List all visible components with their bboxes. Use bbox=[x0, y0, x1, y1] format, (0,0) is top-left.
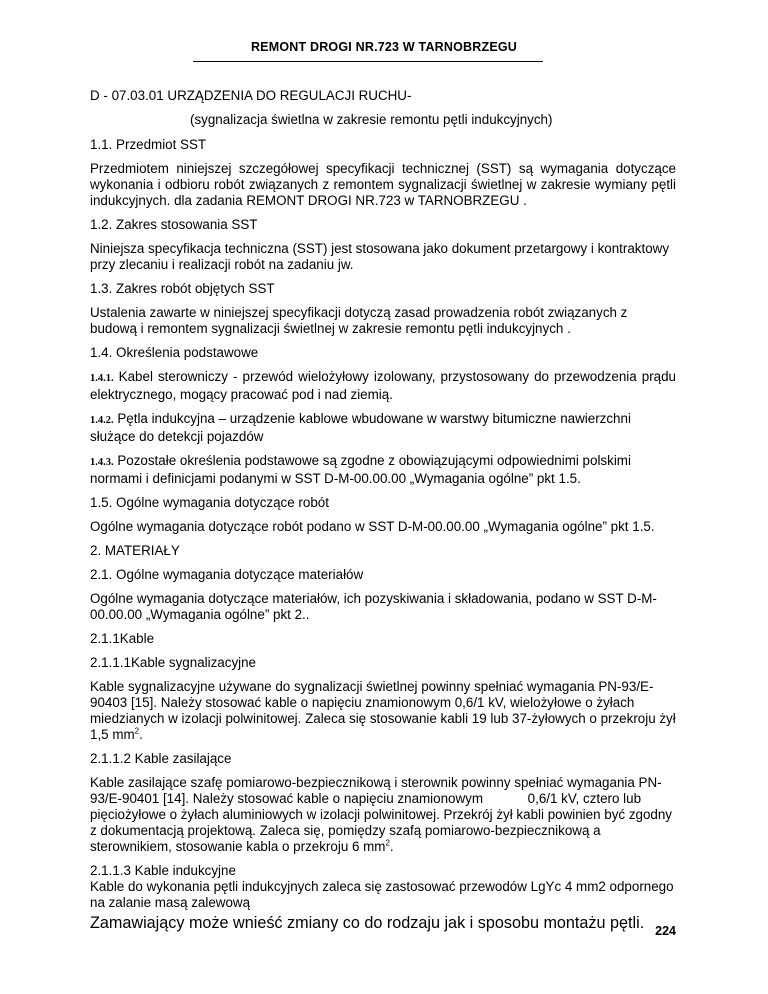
section-heading-1-4: 1.4. Określenia podstawowe bbox=[90, 345, 259, 360]
definition-1-4-2 bbox=[90, 411, 676, 445]
section-heading-2-1-1-2: 2.1.1.2 Kable zasilające bbox=[90, 751, 232, 766]
section-heading-2-1: 2.1. Ogólne wymagania dotyczące materiałów bbox=[90, 567, 364, 582]
paragraph-text: Kable sygnalizacyjne używane do sygnalizacji świetlnej powinny spełniać wymagania PN-93/E-90403 [15]. Należy stosować kable o napięciu znamionowym 0,6/1 kV, wielożyłowe o żyłach miedzianych w izolacji polwinitowej. Zaleca się stosowanie kabli 19 lub 37-żyłowych o przekroju żył 1,5 mm bbox=[90, 679, 676, 742]
superscript: 2 bbox=[385, 838, 390, 848]
definition-number: 1.4.1. bbox=[90, 373, 114, 384]
notice-text: Zamawiający może wnieść zmiany co do rodzaju jak i sposobu montażu pętli. bbox=[90, 914, 645, 932]
document-body bbox=[90, 88, 676, 941]
section-text-1-2: Niniejsza specyfikacja techniczna (SST) jest stosowana jako dokument przetargowy i kontraktowy przy zlecaniu i realizacji robót na zadaniu jw. bbox=[90, 241, 670, 272]
section-text-1-1: Przedmiotem niniejszej szczegółowej specyfikacji technicznej (SST) są wymagania dotyczące wykonania i odbioru robót związanych z remontem sygnalizacji świetlnej w zakresie wymiany pętli indukcyjnych. dla zadania REMONT DROGI NR.723 w TARNOBRZEGU . bbox=[90, 161, 676, 208]
paragraph-end: . bbox=[139, 727, 143, 742]
paragraph-text: Kable zasilające szafę pomiarowo-bezpiecznikową i sterownik powinny spełniać wymagania PN-93/E-90401 [14]. Należy stosować kable o napięciu znamionowym 0,6/1 kV, cztero lub pięciożyłowe o żyłach aluminiowych w izolacji polwinitowej. Przekrój żył kabli powinien być zgodny z dokumentacją projektową. Zaleca się, pomiędzy szafą pomiarowo-bezpiecznikową a sterownikiem, stosowanie kabla o przekroju 6 mm bbox=[90, 775, 676, 854]
section-heading-2-1-1-3: 2.1.1.3 Kable indukcyjne bbox=[90, 863, 236, 878]
page-header-title: REMONT DROGI NR.723 W TARNOBRZEGU bbox=[250, 40, 518, 54]
section-heading-1-1: 1.1. Przedmiot SST bbox=[90, 137, 207, 152]
definition-number: 1.4.2. bbox=[90, 415, 114, 426]
section-text-2-1-1-3: Kable do wykonania pętli indukcyjnych zaleca się zastosować przewodów LgYc 4 mm2 odpornego na zalanie masą zalewową bbox=[90, 879, 674, 910]
definition-text: Pętla indukcyjna – urządzenie kablowe wbudowane w warstwy bitumiczne nawierzchni służące do detekcji pojazdów bbox=[90, 411, 631, 444]
section-text-2-1: Ogólne wymagania dotyczące materiałów, ich pozyskiwania i składowania, podano w SST D-M-00.00.00 „Wymagania ogólne” pkt 2.. bbox=[90, 591, 657, 622]
paragraph-end: . bbox=[389, 839, 394, 854]
superscript: 2 bbox=[134, 726, 140, 736]
definition-number: 1.4.3. bbox=[90, 457, 114, 468]
section-text-1-5: Ogólne wymagania dotyczące robót podano w SST D-M-00.00.00 „Wymagania ogólne” pkt 1.5. bbox=[90, 519, 655, 534]
section-text-2-1-1-2 bbox=[90, 775, 676, 855]
page-number: 224 bbox=[655, 924, 676, 938]
section-text-2-1-1-1 bbox=[90, 679, 676, 743]
document-subtitle: (sygnalizacja świetlna w zakresie remontu pętli indukcyjnych) bbox=[190, 112, 553, 127]
definition-text: Pozostałe określenia podstawowe są zgodne z obowiązującymi odpowiednimi polskimi normami i definicjami podanymi w SST D-M-00.00.00 „Wymagania ogólne” pkt 1.5. bbox=[90, 453, 631, 486]
section-heading-2-1-1: 2.1.1Kable bbox=[90, 631, 155, 646]
definition-text: Kabel sterowniczy - przewód wielożyłowy izolowany, przystosowany do przewodzenia prądu elektrycznego, mogący pracować pod i nad ziemią. bbox=[90, 369, 676, 402]
document-title: D - 07.03.01 URZĄDZENIA DO REGULACJI RUCHU- bbox=[90, 88, 412, 103]
header-divider bbox=[193, 61, 543, 62]
definition-1-4-1 bbox=[90, 369, 676, 403]
section-heading-1-3: 1.3. Zakres robót objętych SST bbox=[90, 281, 275, 296]
section-heading-2: 2. MATERIAŁY bbox=[90, 543, 180, 558]
definition-1-4-3 bbox=[90, 453, 676, 487]
section-text-1-3: Ustalenia zawarte w niniejszej specyfikacji dotyczą zasad prowadzenia robót związanych z budową i remontem sygnalizacji świetlnej w zakresie remontu pętli indukcyjnych . bbox=[90, 305, 628, 336]
section-heading-1-2: 1.2. Zakres stosowania SST bbox=[90, 217, 258, 232]
section-heading-1-5: 1.5. Ogólne wymagania dotyczące robót bbox=[90, 495, 329, 510]
section-heading-2-1-1-1: 2.1.1.1Kable sygnalizacyjne bbox=[90, 655, 257, 670]
